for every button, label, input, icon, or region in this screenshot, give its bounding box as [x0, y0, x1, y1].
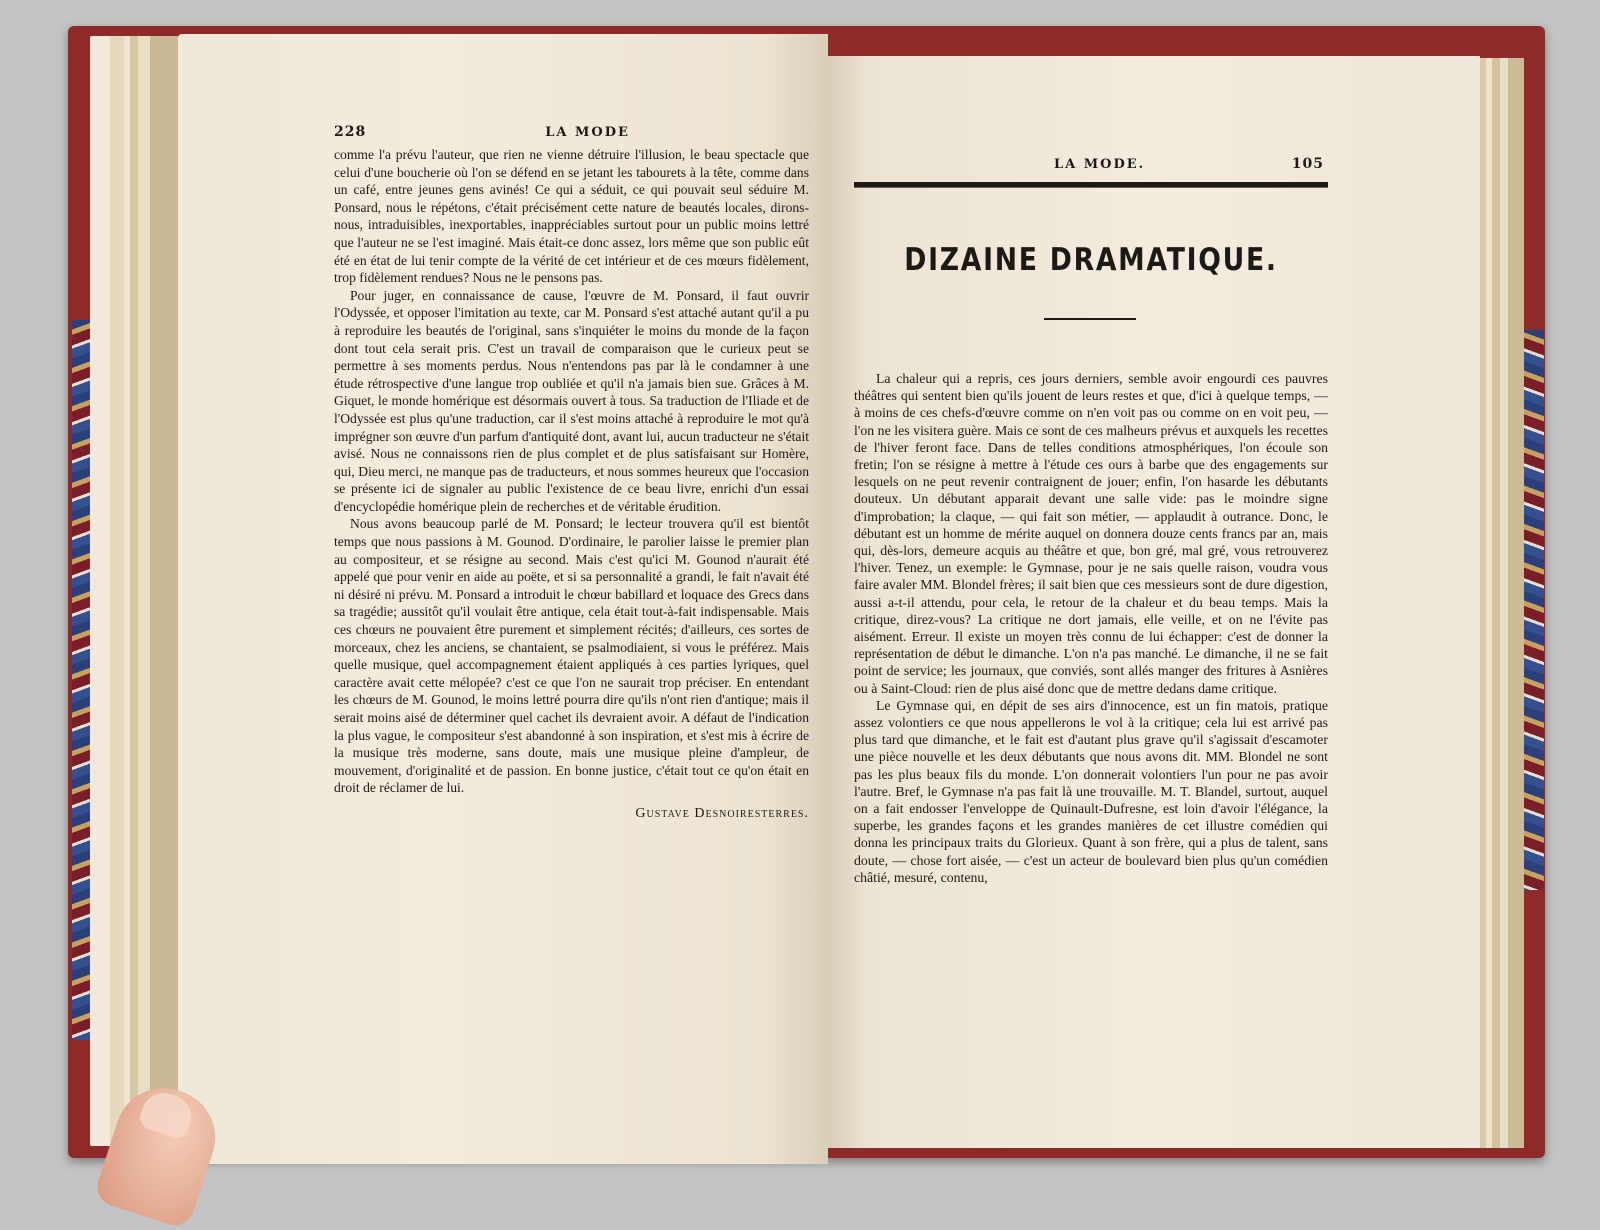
right-paragraph-1: La chaleur qui a repris, ces jours derniers, semble avoir engourdi ces pauvres théâtres qui sentent bien qu'ils jouent de leurs restes et que, d'ici à quelque temps, — à moins de ces chefs-d'œuvre comme on n'en voit pas ou comme on en voit peu, — l'on ne les visitera guère. Mais ce sont de ces malheurs prévus et auxquels les recettes de l'hiver feront face. Dans de telles conditions atmosphériques, l'on écoule son fretin; l'on se résigne à mettre à l'étude ces ours à barbe que des engagements sur lesquels on ne peut revenir contraignent de jouer; enfin, l'on hasarde les débutants douteux. Un débutant apparait devant une salle vide: pas le moindre signe d'improbation; la claque, — qui fait son métier, — applaudit à outrance. Donc, le débutant est un homme de mérite auquel on donnera douze cents francs par an, mais qui, dès-lors, demeure acquis au théâtre et que, bon gré, mal gré, vous retrouverez l'hiver. Tenez, un exemple: le Gymnase, pour je ne sais quelle raison, voudra vous faire avaler MM. Blondel frères; il sait bien que ces messieurs sont de dure digestion, aussi a-t-il attendu, pour cela, le retour de la chaleur et du beau temps. Mais la critique, direz-vous? La critique ne dort jamais, elle veille, et on ne l'évite pas aisément. Erreur. Il existe un moyen très connu de lui échapper: c'est de donner la représentation de début le dimanche. L'on n'a pas manché. Le dimanche, il ne se fait point de service; les journaux, que conviés, sont allés manger des fritures à Asnières ou à Saint-Cloud: rien de plus aisé donc que de mettre dedans dame critique.: [854, 371, 1328, 696]
left-paragraph-3: Nous avons beaucoup parlé de M. Ponsard; le lecteur trouvera qu'il est bientôt temps que nous passions à M. Gounod. D'ordinaire, le parolier laisse le premier plan au compositeur, et se résigne au second. Mais c'est qu'ici M. Gounod n'aurait été appelé que pour venir en aide au poëte, et si sa personnalité a grandi, le fait n'avait été ni désiré ni prévu. M. Ponsard a introduit le chœur babillard et loquace des Grecs dans sa tragédie; aussitôt qu'il voulait être antique, cela était tout-à-fait indispensable. Mais ces chœurs ne pouvaient être purement et simplement récités; d'ailleurs, ces sortes de morceaux, chez les anciens, se chantaient, se psalmodiaient, si vous le préférez. Mais quelle musique, quel accompagnement étaient appliqués à ces parties lyriques, quel caractère avait cette mélopée? c'est ce que l'on ne saurait trop préciser. En entendant les chœurs de M. Gounod, le moins lettré pourra dire qu'ils n'ont rien d'antique; mais il serait moins aisé de déterminer quel cachet ils devraient avoir. A défaut de l'indication la plus vague, le compositeur s'est abandonné à son inspiration, et s'est mis à écrire de la musique très moderne, sans doute, mais une musique pleine d'ampleur, de mouvement, d'originalité et de passion. En bonne justice, c'était tout ce qu'on était en droit de réclamer de lui.: [334, 516, 809, 796]
right-text-column: [854, 370, 1328, 886]
left-page: [178, 34, 828, 1164]
left-text-column: [334, 146, 809, 823]
left-page-number: 228: [334, 124, 367, 140]
page-edges-right: [1478, 58, 1524, 1148]
right-running-head: [854, 156, 1324, 172]
left-running-head: [334, 124, 809, 140]
right-page: [828, 56, 1480, 1148]
page-edges-left: [90, 36, 180, 1146]
marbled-endpaper-right: [1522, 330, 1544, 890]
left-running-title: LA MODE: [545, 125, 630, 140]
left-paragraph-2: Pour juger, en connaissance de cause, l'œuvre de M. Ponsard, il faut ouvrir l'Odyssée, et opposer l'imitation au texte, car M. Ponsard s'est attaché autant qu'il a pu à reproduire les beautés de l'original, sans s'inquiéter le moins du monde de la façon dont tout cela serait pris. C'est un travail de comparaison que le curieux peut se permettre à ses moments perdus. Nous n'entendons pas par là le condamner à une étude rétrospective d'une langue trop oubliée et qu'il n'a jamais bien sue. Grâces à M. Giquet, le monde homérique est désormais ouvert à tous. Sa traduction de l'Iliade et de l'Odyssée est plus qu'une traduction, car il s'est moins attaché à reproduire le mot qu'à imprégner son œuvre d'un parfum d'antiquité dont, avant lui, aucun traducteur ne s'était avisé. Nous ne connaissons rien de plus complet et de plus satisfaisant sur Homère, qui, Dieu merci, ne manque pas de traducteurs, et nous sommes heureux que l'occasion se présente ici de signaler au public l'existence de ce beau livre, enrichi d'un essai d'encyclopédie homérique plein de recherches et de véritable érudition.: [334, 287, 809, 514]
right-page-number: 105: [1291, 156, 1324, 172]
section-title: DIZAINE DRAMATIQUE.: [904, 242, 1278, 278]
author-signature: Gustave Desnoiresterres.: [635, 805, 809, 821]
header-rule: [854, 182, 1328, 188]
left-paragraph-1: comme l'a prévu l'auteur, que rien ne vienne détruire l'illusion, le beau spectacle que celui d'une boucherie où l'on se défend en se jetant les tabourets à la tête, comme dans un café, entre jeunes gens avinés! Ce qui a séduit, ce qui pouvait seul séduire M. Ponsard, nous le répétons, c'était précisément cette nature de beautés locales, dirons-nous, intraduisibles, inexportables, inappréciables surtout pour un public moins lettré que l'auteur ne se l'est imaginé. Mais était-ce donc assez, lors même que son public eût été en état de lui tenir compte de la vérité de cet intérieur et de ces mœurs fidèlement, trop fidèlement rendues? Nous ne le pensons pas.: [334, 147, 809, 286]
right-paragraph-2: Le Gymnase qui, en dépit de ses airs d'innocence, est un fin matois, pratique assez volontiers ce que nous appellerons le vol à la critique; cela lui est arrivé pas plus tard que dimanche, et le fait est d'autant plus grave qu'il s'agissait d'escamoter une pièce nouvelle et les deux débutants que nous avons dit. MM. Blondel ne sont pas les plus beaux fils du monde. L'on donnerait volontiers l'un pour ne pas avoir l'autre. Bref, le Gymnase n'a pas fait là une trouvaille. M. T. Blandel, surtout, auquel on a fait endosser l'enveloppe de Quinault-Dufresne, est loin d'avoir l'élégance, la superbe, les grandes façons et les grandes manières de cet illustre comédien qui donna les principaux traits du Glorieux. Quant à son frère, qui a plus de talent, sans doute, — chose fort aisée, — c'est un acteur de boulevard bien plus qu'un comédien châtié, mesuré, contenu,: [854, 697, 1328, 885]
title-ornament-rule: [1044, 318, 1136, 320]
right-running-title: LA MODE.: [1054, 157, 1146, 172]
